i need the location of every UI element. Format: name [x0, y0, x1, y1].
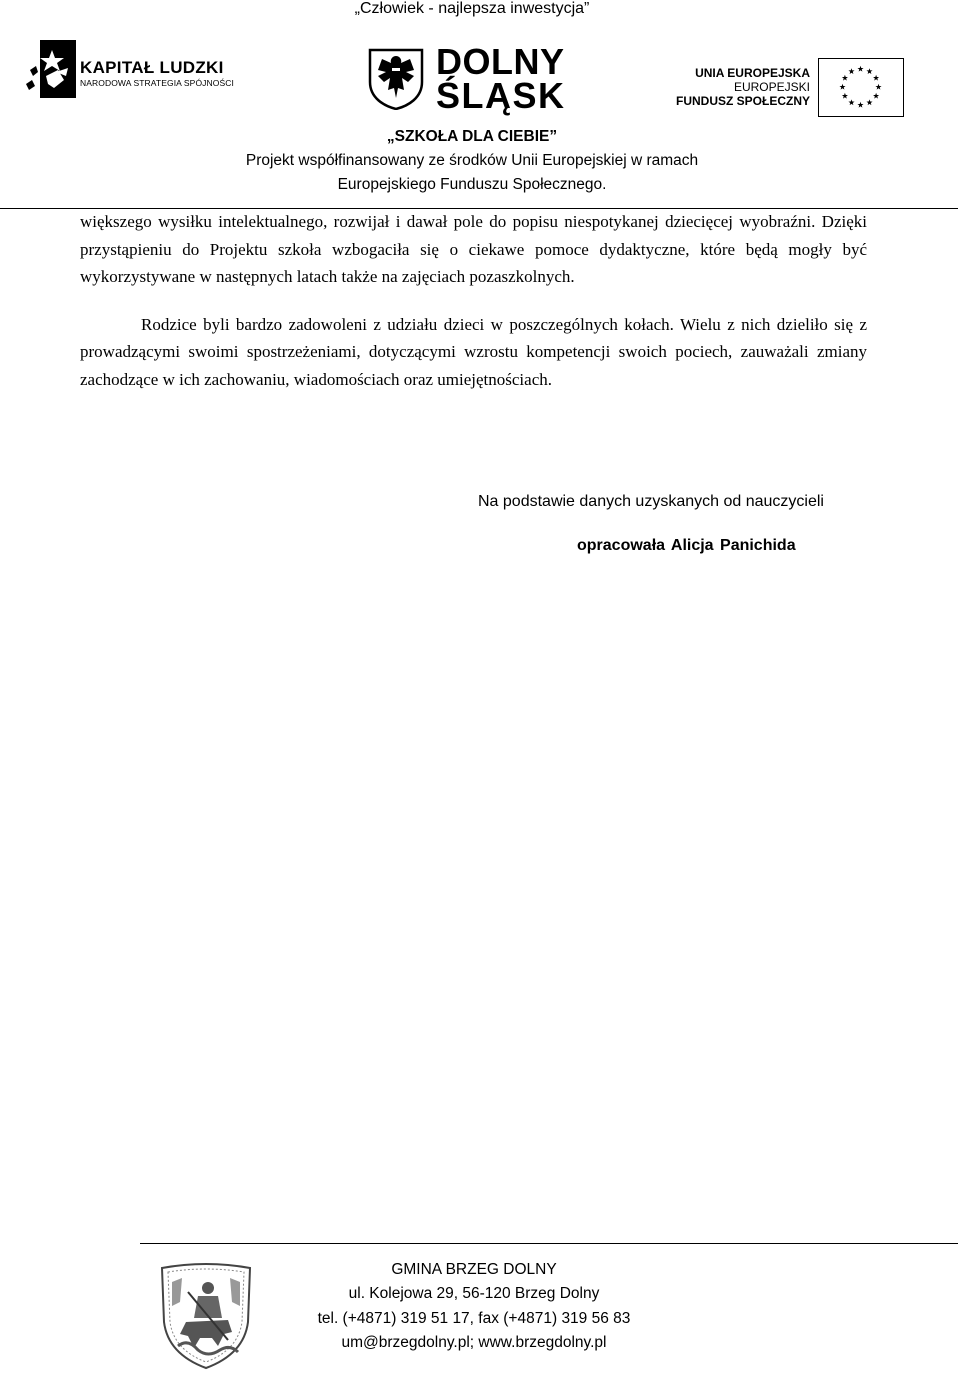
eu-star	[857, 66, 863, 72]
footer-contact-links: um@brzegdolny.pl; www.brzegdolny.pl	[341, 1333, 607, 1351]
eu-line2: EUROPEJSKI	[733, 80, 810, 94]
eu-star	[848, 99, 854, 105]
dolny-slask-logo	[368, 41, 568, 116]
project-header	[0, 125, 944, 197]
eu-line3: FUNDUSZ SPOŁECZNY	[675, 94, 810, 108]
footer-org: GMINA BRZEG DOLNY	[391, 1261, 557, 1278]
footer-address: ul. Kolejowa 29, 56-120 Brzeg Dolny	[348, 1285, 600, 1303]
eu-star	[875, 84, 881, 90]
kapital-ludzki-logo	[26, 40, 234, 98]
eu-star	[842, 93, 848, 99]
project-name: „SZKOŁA DLA CIEBIE”	[386, 128, 558, 145]
eu-star	[873, 93, 879, 99]
dolny-slask-line1: DOLNY	[436, 41, 565, 82]
body-paragraph-1: większego wysiłku intelektualnego, rozwijał i dawał pole do popisu niespotykanej dziecięcej wyobraźni. Dzięki przystąpieniu do Projektu szkoła wzbogaciła się o ciekawe pomoce dydaktyczne, które będą mogły być wykorzystywane w następnych latach także na zajęciach pozaszkolnych.	[80, 212, 867, 286]
footer-phone: tel. (+4871) 319 51 17, fax (+4871) 319 56 83	[317, 1309, 631, 1327]
kapital-ludzki-title: KAPITAŁ LUDZKI	[80, 58, 224, 77]
footer-divider	[140, 1243, 958, 1244]
eu-star	[857, 102, 863, 108]
eu-star	[873, 75, 879, 81]
eu-star	[866, 68, 872, 74]
unia-europejska-text	[676, 66, 810, 108]
signature-author: opracowała Alicja Panichida	[577, 537, 796, 554]
kapital-ludzki-subtitle: NARODOWA STRATEGIA SPÓJNOŚCI	[80, 78, 234, 88]
eu-star	[839, 84, 845, 90]
eu-star	[848, 68, 854, 74]
brzeg-dolny-coat-of-arms-icon	[158, 1262, 254, 1372]
eu-star	[866, 99, 872, 105]
unia-europejska-logo	[675, 58, 910, 120]
dolny-slask-line2: ŚLĄSK	[436, 75, 566, 116]
eu-star	[842, 75, 848, 81]
header-slogan: „Człowiek - najlepsza inwestycja”	[354, 0, 590, 17]
eu-line1: UNIA EUROPEJSKA	[695, 66, 810, 80]
document-body	[80, 208, 867, 393]
footer-contact	[280, 1258, 668, 1355]
kapital-ludzki-emblem-icon	[26, 40, 76, 98]
signature-source: Na podstawie danych uzyskanych od nauczycieli	[478, 493, 824, 510]
eagle-shield-icon	[368, 48, 424, 110]
body-paragraph-2: Rodzice byli bardzo zadowoleni z udziału dzieci w poszczególnych kołach. Wielu z nich dzieliło się z prowadzącymi swoimi spostrzeżeniami, dotyczącymi wzrostu kompetencji swoich pociech, zauważali zmiany zachodzące w ich zachowaniu, wiadomościach oraz umiejętnościach.	[80, 314, 867, 389]
eu-flag-icon	[818, 58, 904, 117]
cofinance-line2: Europejskiego Funduszu Społecznego.	[337, 176, 607, 193]
cofinance-line1: Projekt współfinansowany ze środków Unii Europejskiej w ramach	[245, 152, 699, 169]
eu-stars-icon	[819, 59, 902, 115]
